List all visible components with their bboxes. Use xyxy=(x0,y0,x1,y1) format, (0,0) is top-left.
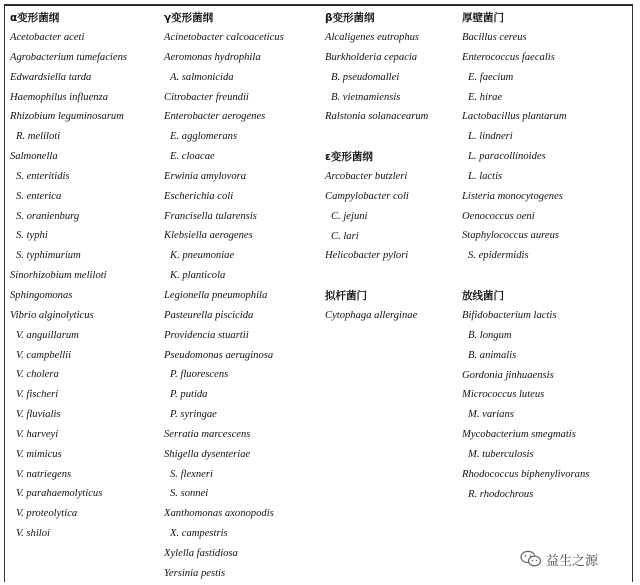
species-name: Shigella dysenteriae xyxy=(164,448,251,460)
species-name: Acetobacter aceti xyxy=(10,32,85,43)
species-name: Vibrio alginolyticus xyxy=(10,309,94,321)
species-name: Xanthomonas axonopodis xyxy=(164,508,274,520)
species-name: V. campbellii xyxy=(16,349,72,361)
species-name: Yersinia pestis xyxy=(164,567,226,579)
species-name: S. flexneri xyxy=(170,468,213,480)
species-name: K. planticola xyxy=(170,270,226,282)
species-name: A. salmonicida xyxy=(170,71,234,83)
species-name: Agrobacterium tumefaciens xyxy=(10,51,127,63)
taxon-heading: γ变形菌纲 xyxy=(164,12,214,24)
species-name: Arcobacter butzleri xyxy=(325,171,408,183)
species-name: S. epidermidis xyxy=(468,250,529,262)
species-name: V. anguillarum xyxy=(16,329,79,341)
section-spacer xyxy=(462,266,632,286)
species-name: Serratia marcescens xyxy=(164,428,251,440)
taxon-heading: β变形菌纲 xyxy=(325,12,375,24)
species-name: Ralstonia solanacearum xyxy=(325,111,429,123)
species-name: S. sonnei xyxy=(170,488,209,500)
species-name: Alcaligenes eutrophus xyxy=(325,32,420,43)
taxon-heading: 放线菌门 xyxy=(462,289,504,302)
species-name: Pasteurella piscicida xyxy=(164,309,254,321)
species-name: V. mimicus xyxy=(16,448,62,460)
species-name: Mycobacterium smegmatis xyxy=(462,429,576,441)
species-name: P. fluorescens xyxy=(170,369,229,381)
species-name: Legionella pneumophila xyxy=(164,289,268,301)
species-name: Aeromonas hydrophila xyxy=(164,51,261,63)
species-name: M. varians xyxy=(468,409,514,421)
species-name: Sphingomonas xyxy=(10,289,73,301)
species-name: Acinetobacter calcoaceticus xyxy=(164,32,284,43)
section-spacer xyxy=(325,127,457,147)
species-name: Salmonella xyxy=(10,151,58,163)
species-name: E. faecium xyxy=(468,71,514,83)
species-name: Pseudomonas aeruginosa xyxy=(164,349,274,361)
section-spacer xyxy=(325,266,457,286)
species-name: E. hirae xyxy=(468,91,503,103)
species-name: P. syringae xyxy=(170,409,217,421)
species-name: Cytophaga allerginae xyxy=(325,310,418,322)
species-name: V. fischeri xyxy=(16,389,59,401)
species-name: Rhodococcus biphenylivorans xyxy=(462,468,590,480)
species-name: S. enterica xyxy=(16,190,62,202)
species-name: V. natriegens xyxy=(16,468,72,480)
species-name: Oenococcus oeni xyxy=(462,210,535,222)
species-name: Helicobacter pylori xyxy=(325,250,409,262)
species-name: Escherichia coli xyxy=(164,190,234,202)
species-name: Listeria monocytogenes xyxy=(462,190,563,202)
species-name: Sinorhizobium meliloti xyxy=(10,270,107,282)
species-name: Lactobacillus plantarum xyxy=(462,111,567,123)
species-name: Xylella fastidiosa xyxy=(164,547,238,559)
species-name: Enterococcus faecalis xyxy=(462,51,555,63)
species-name: S. enteritidis xyxy=(16,170,70,182)
species-name: L. lactis xyxy=(468,170,503,182)
species-name: Citrobacter freundii xyxy=(164,91,249,103)
species-name: C. jejuni xyxy=(331,210,368,222)
species-name: E. agglomerans xyxy=(170,131,238,143)
species-name: R. rhodochrous xyxy=(468,488,534,500)
species-name: Erwinia amylovora xyxy=(164,170,247,182)
species-name: L. lindneri xyxy=(468,131,513,143)
taxon-heading: α变形菌纲 xyxy=(10,12,60,24)
species-name: Klebsiella aerogenes xyxy=(164,230,253,242)
species-name: V. parahaemolyticus xyxy=(16,488,103,500)
species-name: R. meliloti xyxy=(16,131,61,143)
species-name: V. shiloi xyxy=(16,528,50,540)
species-name: V. cholera xyxy=(16,369,59,381)
species-name: V. fluvialis xyxy=(16,409,61,421)
species-name: B. pseudomallei xyxy=(331,71,400,83)
species-name: K. pneumoniae xyxy=(170,250,235,262)
species-name: B. animalis xyxy=(468,349,517,361)
species-name: V. harveyi xyxy=(16,428,59,440)
species-name: X. campestris xyxy=(170,528,228,540)
species-name: B. vietnamiensis xyxy=(331,91,401,103)
column-gamma xyxy=(164,8,322,584)
species-name: S. typhi xyxy=(16,230,48,242)
species-name: E. cloacae xyxy=(170,151,215,163)
species-name: Haemophilus influenza xyxy=(10,91,108,103)
species-name: P. putida xyxy=(170,389,208,401)
species-name: Micrococcus luteus xyxy=(462,389,545,401)
species-name: Rhizobium leguminosarum xyxy=(10,111,124,123)
species-name: L. paracollinoides xyxy=(468,151,546,163)
species-name: S. typhimurium xyxy=(16,250,81,262)
species-name: Campylobacter coli xyxy=(325,190,409,202)
taxon-heading: 厚壁菌门 xyxy=(462,12,504,24)
species-name: Edwardsiella tarda xyxy=(10,71,92,83)
species-name: Francisella tularensis xyxy=(164,210,257,222)
watermark xyxy=(520,547,598,571)
watermark-text: 益生之源 xyxy=(546,553,599,569)
species-name: M. tuberculosis xyxy=(468,448,534,460)
column-beta-epsilon-bacteroidetes xyxy=(325,8,457,326)
species-name: Bifidobacterium lactis xyxy=(462,309,557,321)
taxon-heading: 拟杆菌门 xyxy=(325,290,367,303)
species-name: B. longum xyxy=(468,329,512,341)
species-name: Providencia stuartii xyxy=(164,329,249,341)
column-alpha xyxy=(10,8,160,544)
species-name: Enterobacter aerogenes xyxy=(164,111,266,123)
taxon-heading: ε变形菌纲 xyxy=(325,151,373,164)
column-firmicutes-actinobacteria xyxy=(462,8,632,504)
species-name: V. proteolytica xyxy=(16,508,78,520)
species-name: Gordonia jinhuaensis xyxy=(462,369,554,381)
species-name: S. oranienburg xyxy=(16,210,80,222)
species-name: Bacillus cereus xyxy=(462,32,527,43)
species-name: Burkholderia cepacia xyxy=(325,51,418,63)
wechat-icon xyxy=(520,550,542,568)
species-name: Staphylococcus aureus xyxy=(462,230,559,242)
species-name: C. lari xyxy=(331,230,359,242)
